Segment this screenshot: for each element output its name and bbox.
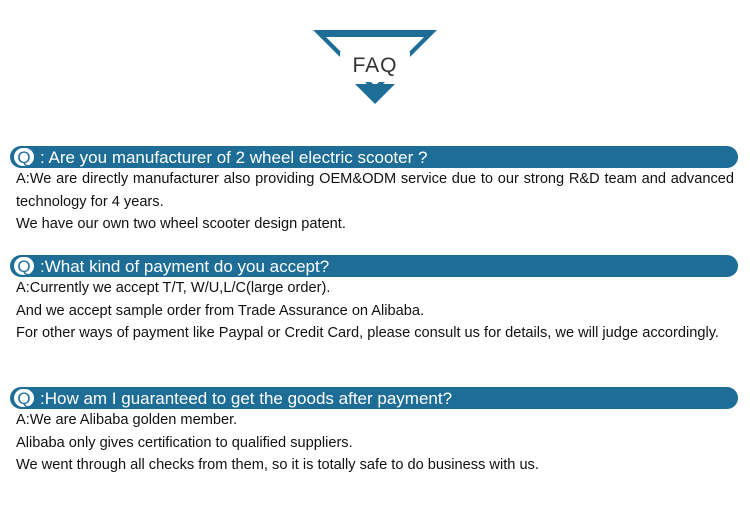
- question-text: :How am I guaranteed to get the goods after payment?: [40, 389, 453, 408]
- q-badge: Q: [12, 146, 36, 168]
- chevron-lower-shape: [355, 84, 395, 104]
- answer-line: We have our own two wheel scooter design patent.: [16, 216, 346, 232]
- q-badge: Q: [12, 387, 36, 409]
- answer-line: A:We are directly manufacturer also providing OEM&ODM service due to our strong R&D team and advanced technology for 4 years.: [16, 171, 734, 210]
- question-text: : Are you manufacturer of 2 wheel electric scooter ?: [40, 148, 428, 167]
- answer-block: [16, 168, 734, 236]
- answer-line: A:We are Alibaba golden member.: [16, 412, 238, 428]
- answer-line: A:Currently we accept T/T, W/U,L/C(large order).: [16, 280, 331, 296]
- answer-block: [16, 409, 734, 477]
- page-title: FAQ: [352, 54, 398, 77]
- answer-line: We went through all checks from them, so it is totally safe to do business with us.: [16, 457, 539, 473]
- answer-line: And we accept sample order from Trade Assurance on Alibaba.: [16, 302, 425, 319]
- answer-block: [16, 277, 734, 345]
- question-text: :What kind of payment do you accept?: [40, 257, 330, 276]
- faq-header: [0, 0, 750, 120]
- answer-line: For other ways of payment like Paypal or Credit Card, please consult us for details, we will judge accordingly.: [16, 325, 719, 341]
- answer-line: Alibaba only gives certification to qualified suppliers.: [16, 434, 353, 451]
- q-badge: Q: [12, 255, 36, 277]
